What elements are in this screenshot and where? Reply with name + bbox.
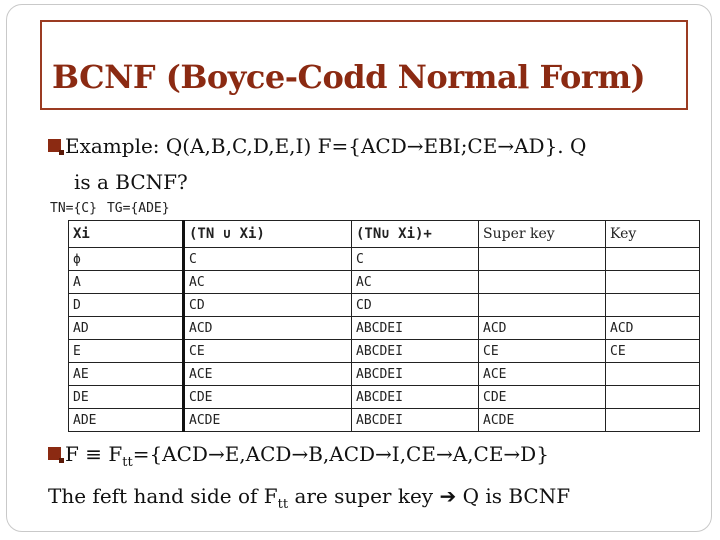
table-cell: ACE: [184, 363, 352, 386]
table-cell: ADE: [69, 409, 184, 432]
closure-table: [68, 220, 700, 432]
table-cell: AC: [184, 271, 352, 294]
table-cell: ABCDEI: [352, 409, 479, 432]
table-cell: CD: [184, 294, 352, 317]
table-row: [69, 409, 700, 432]
table-cell: D: [69, 294, 184, 317]
conclusion-subscript: tt: [277, 497, 289, 512]
table-row: [69, 294, 700, 317]
table-row: [69, 271, 700, 294]
table-cell: ABCDEI: [352, 340, 479, 363]
table-cell: CDE: [479, 386, 606, 409]
example-continuation: is a BCNF?: [74, 170, 188, 194]
conclusion-part1: The feft hand side of F: [48, 484, 278, 508]
ftt-line: [48, 442, 549, 470]
ftt-subscript: tt: [122, 455, 133, 470]
table-cell: A: [69, 271, 184, 294]
bullet-icon: [48, 139, 61, 152]
conclusion-part2: are super key: [288, 484, 440, 508]
arrow-icon: ➔: [439, 484, 457, 508]
table-cell: ACDE: [479, 409, 606, 432]
table-cell: [479, 271, 606, 294]
bullet-icon: [48, 447, 61, 460]
table-cell: [606, 386, 700, 409]
table-cell: [606, 271, 700, 294]
table-cell: ACE: [479, 363, 606, 386]
table-cell: DE: [69, 386, 184, 409]
table-cell: [479, 248, 606, 271]
conclusion-line: [48, 484, 570, 512]
table-cell: CD: [352, 294, 479, 317]
table-cell: ABCDEI: [352, 386, 479, 409]
table-header-row: [69, 221, 700, 248]
table-header-cell: Xi: [69, 221, 184, 248]
table-row: [69, 317, 700, 340]
table-row: [69, 386, 700, 409]
table-cell: AC: [352, 271, 479, 294]
table-cell: CDE: [184, 386, 352, 409]
table-cell: [479, 294, 606, 317]
ftt-set: ={ACD→E,ACD→B,ACD→I,CE→A,CE→D}: [132, 442, 549, 466]
table-row: [69, 340, 700, 363]
table-cell: AE: [69, 363, 184, 386]
table-cell: C: [184, 248, 352, 271]
table-header-cell: (TN∪ Xi)+: [352, 221, 479, 248]
table-cell: E: [69, 340, 184, 363]
table-row: [69, 363, 700, 386]
table-cell: CE: [479, 340, 606, 363]
table-cell: AD: [69, 317, 184, 340]
table-cell: [606, 248, 700, 271]
table-header-cell: (TN ∪ Xi): [184, 221, 352, 248]
table-cell: [606, 409, 700, 432]
table-cell: ACD: [184, 317, 352, 340]
table-cell: CE: [606, 340, 700, 363]
table-cell: [606, 363, 700, 386]
slide-title: BCNF (Boyce-Codd Normal Form): [52, 58, 646, 96]
table-cell: ABCDEI: [352, 363, 479, 386]
table-cell: ACD: [479, 317, 606, 340]
conclusion-part3: Q is BCNF: [456, 484, 571, 508]
table-header-cell: Key: [606, 221, 700, 248]
tn-label: TN={C}: [50, 201, 97, 216]
table-cell: ACDE: [184, 409, 352, 432]
tn-tg-labels: [50, 201, 180, 216]
table-header-cell: Super key: [479, 221, 606, 248]
tg-label: TG={ADE}: [106, 201, 170, 216]
table-cell: C: [352, 248, 479, 271]
table-cell: ϕ: [69, 248, 184, 271]
example-text: Example: Q(A,B,C,D,E,I) F={ACD→EBI;CE→AD}. Q: [65, 134, 587, 158]
table-cell: CE: [184, 340, 352, 363]
example-line: [48, 134, 586, 158]
table-cell: ACD: [606, 317, 700, 340]
table-cell: ABCDEI: [352, 317, 479, 340]
table-cell: [606, 294, 700, 317]
table-row: [69, 248, 700, 271]
ftt-prefix: F ≡ F: [65, 442, 123, 466]
